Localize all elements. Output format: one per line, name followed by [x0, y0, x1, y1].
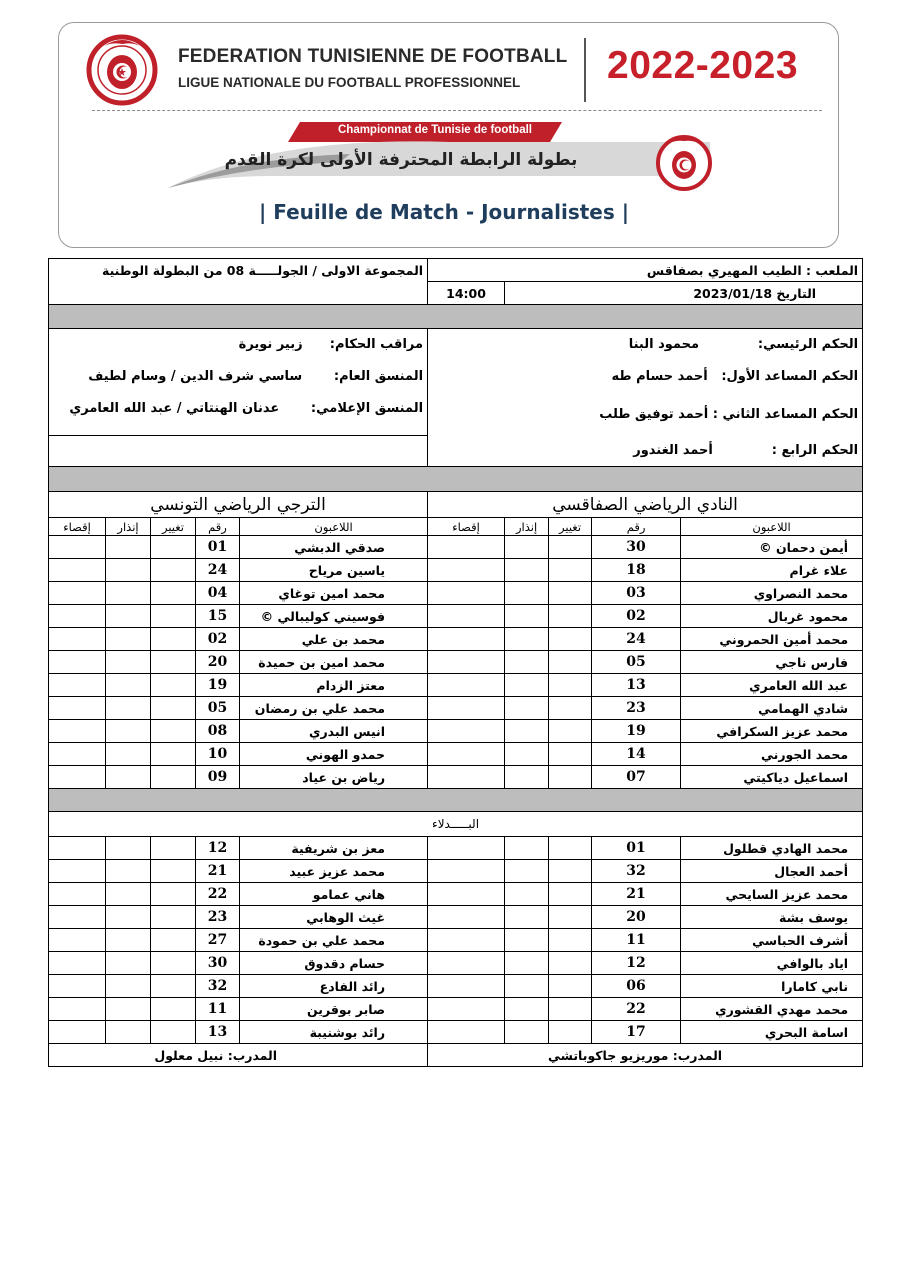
away-expulsion-cell	[49, 975, 106, 998]
home-player-name: محمد عزيز السايحي	[681, 883, 863, 906]
dashed-divider	[92, 110, 822, 111]
referee-label: الحكم الرئيسي:	[757, 336, 859, 352]
away-player-name: ياسين مرياح	[240, 559, 428, 582]
away-expulsion-cell	[49, 1021, 106, 1044]
away-player-number: 01	[196, 536, 240, 559]
away-player-number: 20	[196, 651, 240, 674]
home-change-cell	[549, 605, 592, 628]
home-player-name: عبد الله العامري	[681, 674, 863, 697]
home-change-cell	[549, 1021, 592, 1044]
away-player-number: 10	[196, 743, 240, 766]
away-expulsion-cell	[49, 743, 106, 766]
away-expulsion-cell	[49, 628, 106, 651]
away-player-number: 22	[196, 883, 240, 906]
player-row	[49, 697, 863, 720]
away-expulsion-cell	[49, 605, 106, 628]
away-player-name: فوسيني كوليبالي ©	[240, 605, 428, 628]
separator-row	[49, 467, 863, 492]
away-warning-cell	[106, 766, 151, 789]
away-player-number: 09	[196, 766, 240, 789]
away-change-cell	[151, 697, 196, 720]
home-expulsion-cell	[428, 697, 505, 720]
away-expulsion-cell	[49, 883, 106, 906]
home-warning-cell	[505, 651, 549, 674]
home-change-cell	[549, 582, 592, 605]
player-row	[49, 929, 863, 952]
away-warning-cell	[106, 628, 151, 651]
home-player-name: أيمن دحمان ©	[681, 536, 863, 559]
ftf-logo	[82, 32, 162, 106]
home-warning-cell	[505, 720, 549, 743]
home-expulsion-cell	[428, 1021, 505, 1044]
away-change-cell	[151, 837, 196, 860]
away-change-cell	[151, 651, 196, 674]
home-expulsion-cell	[428, 975, 505, 998]
away-expulsion-cell	[49, 720, 106, 743]
away-coach: المدرب: نبيل معلول	[49, 1044, 428, 1067]
home-player-name: محمد أمين الحمروني	[681, 628, 863, 651]
away-change-cell	[151, 975, 196, 998]
home-col-expulsion: إقصاء	[428, 518, 505, 536]
player-row	[49, 906, 863, 929]
away-col-change: تغيير	[151, 518, 196, 536]
home-player-name: محمد مهدي القشوري	[681, 998, 863, 1021]
home-player-number: 02	[592, 605, 681, 628]
home-player-number: 19	[592, 720, 681, 743]
header-divider	[584, 38, 586, 102]
away-change-cell	[151, 860, 196, 883]
assistant2-label: الحكم المساعد الثاني :	[712, 406, 859, 422]
away-change-cell	[151, 605, 196, 628]
away-change-cell	[151, 674, 196, 697]
home-player-name: أحمد العجال	[681, 860, 863, 883]
home-warning-cell	[505, 975, 549, 998]
match-info-row-1	[49, 259, 863, 282]
player-row	[49, 559, 863, 582]
away-warning-cell	[106, 837, 151, 860]
away-player-number: 02	[196, 628, 240, 651]
home-change-cell	[549, 906, 592, 929]
away-player-name: معتز الزدام	[240, 674, 428, 697]
away-expulsion-cell	[49, 906, 106, 929]
away-col-expulsion: إقصاء	[49, 518, 106, 536]
away-player-name: محمد عزيز عبيد	[240, 860, 428, 883]
home-player-name: محمد الهادي قطلول	[681, 837, 863, 860]
away-player-name: محمد علي بن رمضان	[240, 697, 428, 720]
away-change-cell	[151, 743, 196, 766]
home-col-change: تغيير	[549, 518, 592, 536]
away-warning-cell	[106, 975, 151, 998]
home-change-cell	[549, 975, 592, 998]
away-expulsion-cell	[49, 651, 106, 674]
general-coord-label: المنسق العام:	[333, 368, 424, 384]
home-warning-cell	[505, 906, 549, 929]
away-expulsion-cell	[49, 536, 106, 559]
away-warning-cell	[106, 952, 151, 975]
player-row	[49, 628, 863, 651]
away-warning-cell	[106, 929, 151, 952]
home-team-name: النادي الرياضي الصفاقسي	[428, 492, 863, 518]
home-player-name: محمد عزيز السكرافي	[681, 720, 863, 743]
player-row	[49, 720, 863, 743]
home-player-name: يوسف بشة	[681, 906, 863, 929]
home-warning-cell	[505, 628, 549, 651]
home-player-number: 18	[592, 559, 681, 582]
home-player-number: 30	[592, 536, 681, 559]
home-player-number: 13	[592, 674, 681, 697]
officials-row-3	[49, 393, 863, 436]
season-label: 2022-2023	[607, 44, 799, 87]
away-change-cell	[151, 559, 196, 582]
away-col-warning: إنذار	[106, 518, 151, 536]
player-row	[49, 883, 863, 906]
home-warning-cell	[505, 743, 549, 766]
away-player-name: محمد علي بن حمودة	[240, 929, 428, 952]
home-change-cell	[549, 998, 592, 1021]
away-col-players: اللاعبون	[240, 518, 428, 536]
away-warning-cell	[106, 697, 151, 720]
home-col-number: رقم	[592, 518, 681, 536]
home-expulsion-cell	[428, 605, 505, 628]
away-expulsion-cell	[49, 860, 106, 883]
home-warning-cell	[505, 605, 549, 628]
home-expulsion-cell	[428, 720, 505, 743]
home-expulsion-cell	[428, 883, 505, 906]
away-warning-cell	[106, 883, 151, 906]
away-player-number: 30	[196, 952, 240, 975]
away-player-number: 19	[196, 674, 240, 697]
home-warning-cell	[505, 766, 549, 789]
home-player-number: 20	[592, 906, 681, 929]
home-change-cell	[549, 929, 592, 952]
home-warning-cell	[505, 559, 549, 582]
away-player-name: معز بن شريفية	[240, 837, 428, 860]
away-expulsion-cell	[49, 929, 106, 952]
home-player-name: اسماعيل دياكيتي	[681, 766, 863, 789]
away-player-number: 08	[196, 720, 240, 743]
home-expulsion-cell	[428, 906, 505, 929]
away-expulsion-cell	[49, 766, 106, 789]
away-change-cell	[151, 1021, 196, 1044]
away-player-number: 05	[196, 697, 240, 720]
away-expulsion-cell	[49, 674, 106, 697]
stadium-info: الملعب : الطيب المهيري بصفاقس	[428, 259, 863, 282]
away-player-name: محمد امين بن حميدة	[240, 651, 428, 674]
away-player-name: حمدو الهوني	[240, 743, 428, 766]
away-change-cell	[151, 952, 196, 975]
away-warning-cell	[106, 651, 151, 674]
team-names-row	[49, 492, 863, 518]
away-team-name: الترجي الرياضي التونسي	[49, 492, 428, 518]
home-expulsion-cell	[428, 536, 505, 559]
home-warning-cell	[505, 536, 549, 559]
home-warning-cell	[505, 837, 549, 860]
home-col-players: اللاعبون	[681, 518, 863, 536]
home-warning-cell	[505, 674, 549, 697]
away-player-number: 04	[196, 582, 240, 605]
home-player-number: 21	[592, 883, 681, 906]
home-change-cell	[549, 720, 592, 743]
media-coord-names: عدنان الهنتاتي / عبد الله العامري	[69, 401, 280, 416]
match-sheet-table	[48, 258, 863, 1067]
home-player-name: اسامة البحري	[681, 1021, 863, 1044]
home-player-number: 06	[592, 975, 681, 998]
home-warning-cell	[505, 1021, 549, 1044]
home-warning-cell	[505, 582, 549, 605]
home-expulsion-cell	[428, 559, 505, 582]
away-expulsion-cell	[49, 582, 106, 605]
home-expulsion-cell	[428, 952, 505, 975]
home-player-number: 01	[592, 837, 681, 860]
home-change-cell	[549, 628, 592, 651]
home-player-name: محمود غربال	[681, 605, 863, 628]
player-row	[49, 998, 863, 1021]
player-row	[49, 674, 863, 697]
away-change-cell	[151, 536, 196, 559]
away-warning-cell	[106, 605, 151, 628]
home-change-cell	[549, 883, 592, 906]
home-change-cell	[549, 697, 592, 720]
kickoff-time: 14:00	[428, 282, 505, 305]
championship-fr: Championnat de Tunisie de football	[337, 124, 532, 136]
assistant2-name: أحمد توفيق طلب	[599, 406, 709, 422]
away-player-name: محمد امين توغاي	[240, 582, 428, 605]
away-col-number: رقم	[196, 518, 240, 536]
away-player-number: 21	[196, 860, 240, 883]
home-expulsion-cell	[428, 743, 505, 766]
home-player-name: علاء غرام	[681, 559, 863, 582]
away-change-cell	[151, 628, 196, 651]
home-change-cell	[549, 860, 592, 883]
away-change-cell	[151, 720, 196, 743]
home-player-number: 05	[592, 651, 681, 674]
home-player-number: 12	[592, 952, 681, 975]
away-change-cell	[151, 766, 196, 789]
home-expulsion-cell	[428, 582, 505, 605]
home-player-name: نابي كامارا	[681, 975, 863, 998]
player-row	[49, 743, 863, 766]
home-player-name: شادي الهمامي	[681, 697, 863, 720]
home-warning-cell	[505, 697, 549, 720]
home-change-cell	[549, 674, 592, 697]
away-player-number: 27	[196, 929, 240, 952]
federation-name: FEDERATION TUNISIENNE DE FOOTBALL	[178, 46, 568, 67]
media-coord-label: المنسق الإعلامي:	[310, 401, 424, 416]
assistant1-label: الحكم المساعد الأول:	[721, 368, 859, 384]
away-change-cell	[151, 998, 196, 1021]
officials-row-4	[49, 436, 863, 467]
home-expulsion-cell	[428, 998, 505, 1021]
home-warning-cell	[505, 929, 549, 952]
home-change-cell	[549, 952, 592, 975]
away-player-name: صابر بوقرين	[240, 998, 428, 1021]
general-coord-names: ساسي شرف الدين / وسام لطيف	[88, 368, 303, 384]
observer-name: زبير نويرة	[238, 336, 303, 352]
away-player-number: 13	[196, 1021, 240, 1044]
player-row	[49, 651, 863, 674]
home-player-number: 17	[592, 1021, 681, 1044]
home-warning-cell	[505, 860, 549, 883]
away-expulsion-cell	[49, 697, 106, 720]
player-row	[49, 975, 863, 998]
away-player-name: رياض بن عياد	[240, 766, 428, 789]
home-change-cell	[549, 536, 592, 559]
home-expulsion-cell	[428, 651, 505, 674]
away-player-number: 15	[196, 605, 240, 628]
player-row	[49, 605, 863, 628]
sheet-title: | Feuille de Match - Journalistes |	[258, 200, 630, 224]
home-player-name: اياد بالوافي	[681, 952, 863, 975]
subs-body	[49, 837, 863, 1044]
starters-body	[49, 536, 863, 789]
away-player-number: 32	[196, 975, 240, 998]
away-player-number: 24	[196, 559, 240, 582]
home-expulsion-cell	[428, 766, 505, 789]
observer-label: مراقب الحكام:	[329, 336, 424, 352]
away-player-number: 12	[196, 837, 240, 860]
player-row	[49, 536, 863, 559]
home-warning-cell	[505, 952, 549, 975]
home-player-number: 03	[592, 582, 681, 605]
home-change-cell	[549, 743, 592, 766]
home-expulsion-cell	[428, 860, 505, 883]
fourth-name: أحمد الغندور	[633, 443, 713, 459]
home-player-number: 07	[592, 766, 681, 789]
away-player-name: غيث الوهابي	[240, 906, 428, 929]
separator-row	[49, 789, 863, 812]
away-warning-cell	[106, 582, 151, 605]
away-player-number: 23	[196, 906, 240, 929]
away-expulsion-cell	[49, 837, 106, 860]
home-player-number: 32	[592, 860, 681, 883]
away-warning-cell	[106, 674, 151, 697]
player-row	[49, 952, 863, 975]
away-warning-cell	[106, 720, 151, 743]
away-warning-cell	[106, 998, 151, 1021]
home-player-number: 23	[592, 697, 681, 720]
fourth-label: الحكم الرابع :	[771, 443, 859, 459]
officials-row-2	[49, 359, 863, 393]
away-warning-cell	[106, 536, 151, 559]
subs-title: البـــــدلاء	[49, 812, 863, 837]
away-player-number: 11	[196, 998, 240, 1021]
player-row	[49, 860, 863, 883]
home-player-number: 22	[592, 998, 681, 1021]
away-player-name: صدقي الدبشي	[240, 536, 428, 559]
home-change-cell	[549, 651, 592, 674]
subs-title-row	[49, 812, 863, 837]
player-row	[49, 766, 863, 789]
home-expulsion-cell	[428, 929, 505, 952]
home-warning-cell	[505, 883, 549, 906]
championship-ar: بطولة الرابطة المحترفة الأولى لكرة القدم	[224, 150, 578, 170]
referee-name: محمود البنا	[628, 336, 700, 352]
home-coach: المدرب: موريزيو جاكوباتشي	[428, 1044, 863, 1067]
home-player-number: 11	[592, 929, 681, 952]
away-player-name: هاني عمامو	[240, 883, 428, 906]
ftf-logo-small	[652, 132, 716, 192]
away-expulsion-cell	[49, 559, 106, 582]
match-date: التاريخ 2023/01/18	[505, 282, 863, 305]
coach-row	[49, 1044, 863, 1067]
officials-row-1	[49, 329, 863, 360]
home-player-number: 14	[592, 743, 681, 766]
away-warning-cell	[106, 906, 151, 929]
home-player-name: محمد النصراوي	[681, 582, 863, 605]
away-change-cell	[151, 582, 196, 605]
column-headers-row	[49, 518, 863, 536]
home-change-cell	[549, 837, 592, 860]
away-player-name: رائد بوشنيبة	[240, 1021, 428, 1044]
home-player-name: فارس ناجي	[681, 651, 863, 674]
away-change-cell	[151, 883, 196, 906]
away-warning-cell	[106, 1021, 151, 1044]
home-player-name: أشرف الحباسي	[681, 929, 863, 952]
away-warning-cell	[106, 559, 151, 582]
home-expulsion-cell	[428, 837, 505, 860]
home-change-cell	[549, 559, 592, 582]
home-player-name: محمد الجورني	[681, 743, 863, 766]
away-warning-cell	[106, 743, 151, 766]
away-player-name: حسام دقدوق	[240, 952, 428, 975]
player-row	[49, 837, 863, 860]
away-expulsion-cell	[49, 998, 106, 1021]
home-player-number: 24	[592, 628, 681, 651]
away-expulsion-cell	[49, 952, 106, 975]
home-change-cell	[549, 766, 592, 789]
player-row	[49, 582, 863, 605]
home-expulsion-cell	[428, 628, 505, 651]
separator-row	[49, 305, 863, 329]
home-warning-cell	[505, 998, 549, 1021]
away-change-cell	[151, 906, 196, 929]
away-player-name: انيس البدري	[240, 720, 428, 743]
round-info: المجموعة الاولى / الجولـــــة 08 من البطولة الوطنية	[49, 259, 428, 305]
away-warning-cell	[106, 860, 151, 883]
away-player-name: محمد بن علي	[240, 628, 428, 651]
assistant1-name: أحمد حسام طه	[611, 368, 708, 384]
league-name: LIGUE NATIONALE DU FOOTBALL PROFESSIONNEL	[178, 75, 521, 90]
home-col-warning: إنذار	[505, 518, 549, 536]
player-row	[49, 1021, 863, 1044]
home-expulsion-cell	[428, 674, 505, 697]
away-change-cell	[151, 929, 196, 952]
away-player-name: رائد الفادع	[240, 975, 428, 998]
